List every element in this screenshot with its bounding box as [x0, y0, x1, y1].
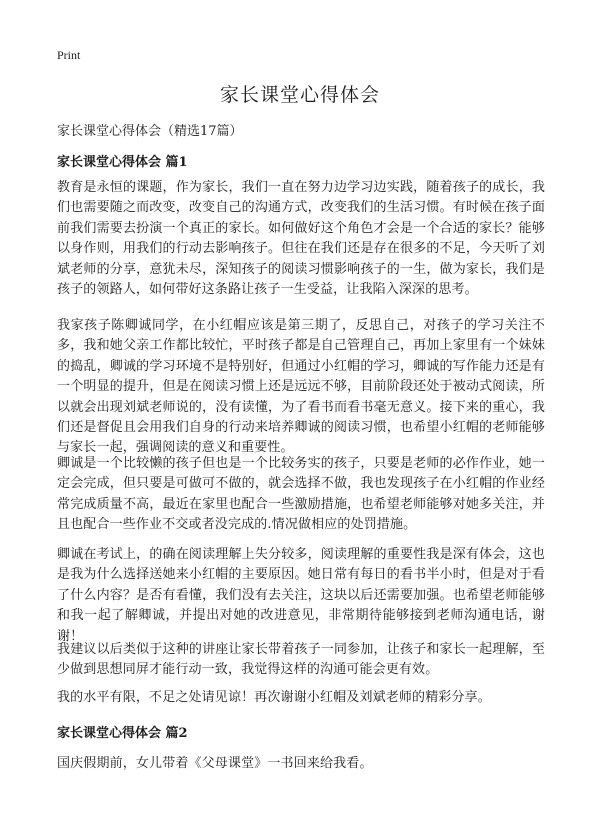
paragraph-1-4: 卿诚在考试上，的确在阅读理解上失分较多，阅读理解的重要性我是深有体会，这也是我为什么选择送她来小红帽的主要原因。她日常有每日的看书半小时，但是对于看了什么内容？是否有看懂，我们没有去关注，这块以后还需要加强。也希望老师能够和我一起了解卿诚，并提出对她的改进意见，非常期待能够接到老师沟通电话，谢谢！ [57, 547, 545, 644]
print-link[interactable]: Print [57, 48, 81, 62]
section-heading-1: 家长课堂心得体会 篇1 [57, 155, 188, 170]
paragraph-1-6: 我的水平有限，不足之处请见谅！再次谢谢小红帽及刘斌老师的精彩分享。 [57, 690, 491, 705]
paragraph-1-1: 教育是永恒的课题，作为家长，我们一直在努力边学习边实践，随着孩子的成长，我们也需要随之而改变，改变自己的沟通方式，改变我们的生活习惯。有时候在孩子面前我们需要去扮演一个真正的家长。如何做好这个角色才会是一个合适的家长？能够以身作则，用我们的行动去影响孩子。但往在我们还是存在很多的不足，今天听了刘斌老师的分享，意犹未尽，深知孩子的阅读习惯影响孩子的一生，做为家长，我们是孩子的领路人，如何带好这条路让孩子一生受益，让我陷入深深的思考。 [57, 180, 545, 298]
paragraph-2-1: 国庆假期前，女儿带着《父母课堂》一书回来给我看。 [57, 756, 373, 771]
paragraph-1-5: 我建议以后类似于这种的讲座让家长带着孩子一同参加，让孩子和家长一起理解，至少做到思想同屏才能行动一致，我觉得这样的沟通可能会更有效。 [57, 642, 545, 678]
paragraph-1-2: 我家孩子陈卿诚同学，在小红帽应该是第三期了，反思自己，对孩子的学习关注不多，我和她父亲工作都比较忙，平时孩子都是自己管理自己，再加上家里有一个妹妹的捣乱，卿诚的学习环境不是特别好，但通过小红帽的学习，卿诚的写作能力还是有一个明显的提升，但是在阅读习惯上还是远远不够，目前阶段还处于被动式阅读，所以就会出现刘斌老师说的，没有读懂，为了看书而看书毫无意义。接下来的重心，我们还是督促且会用我们自身的行动来培养卿诚的阅读习惯，也希望小红帽的老师能够与家长一起，强调阅读的意义和重要性。 [57, 318, 545, 456]
section-heading-2: 家长课堂心得体会 篇2 [57, 726, 188, 741]
document-subtitle: 家长课堂心得体会（精选17篇） [57, 124, 243, 139]
paragraph-1-3: 卿诚是一个比较懒的孩子但也是一个比较务实的孩子，只要是老师的必作作业，她一定会完成，但只要是可做可不做的，就会选择不做，我也发现孩子在小红帽的作业经常完成质量不高，最近在家里也配合一些激励措施，也希望老师能够对她多关注，并且也配合一些作业不交或者没完成的.情况做相应的处罚措施。 [57, 456, 545, 533]
page-title: 家长课堂心得体会 [219, 84, 380, 106]
